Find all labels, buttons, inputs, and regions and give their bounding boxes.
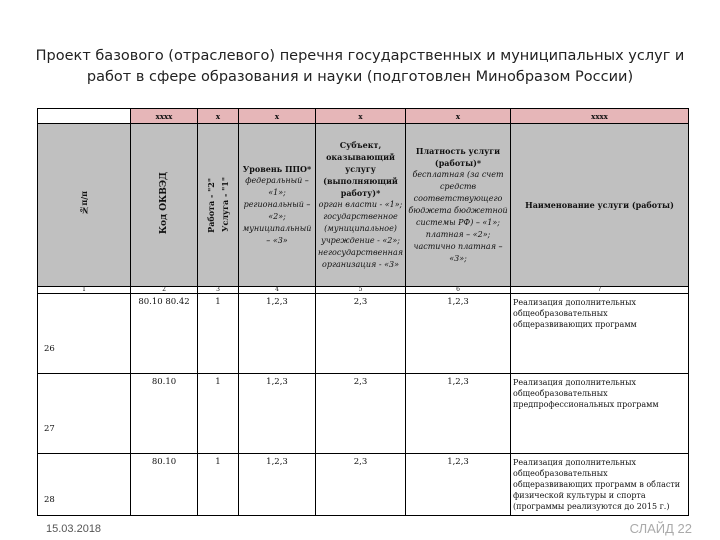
- header-type-service: Услуга - "1": [220, 177, 230, 233]
- name-cell: Реализация дополнительных общеобразовательных предпрофессиональных программ: [511, 374, 689, 454]
- services-table: [37, 108, 689, 516]
- header-paid-options: бесплатная (за счет средств соответствующего бюджета бюджетной системы РФ) – «1»; платная – «2»; частично платная – «3»;: [408, 170, 508, 263]
- header-okved-label: Код ОКВЭД: [159, 171, 169, 235]
- col-number: 3: [198, 287, 239, 294]
- table-row: [38, 294, 689, 374]
- col-number: 1: [38, 287, 131, 294]
- header-okved: [131, 124, 198, 287]
- slide-number: СЛАЙД 22: [629, 521, 692, 536]
- table-row: [38, 454, 689, 516]
- header-level-title: Уровень ППО*: [242, 164, 312, 174]
- type-cell: 1: [198, 294, 239, 374]
- header-subject: [316, 124, 406, 287]
- row-number: 26: [38, 294, 131, 374]
- code-cell: х: [406, 109, 511, 124]
- subject-cell: 2,3: [316, 294, 406, 374]
- row-number: 28: [38, 454, 131, 516]
- paid-cell: 1,2,3: [406, 294, 511, 374]
- code-cell: х: [198, 109, 239, 124]
- header-level: [239, 124, 316, 287]
- level-cell: 1,2,3: [239, 454, 316, 516]
- paid-cell: 1,2,3: [406, 374, 511, 454]
- header-number-label: №п/п: [79, 190, 89, 216]
- col-number: 6: [406, 287, 511, 294]
- header-subject-title: Субъект, оказывающий услугу (выполняющий работу)*: [323, 140, 398, 198]
- header-type-work: Работа - "2": [206, 177, 216, 233]
- type-cell: 1: [198, 454, 239, 516]
- col-number: 5: [316, 287, 406, 294]
- subject-cell: 2,3: [316, 374, 406, 454]
- paid-cell: 1,2,3: [406, 454, 511, 516]
- name-cell: Реализация дополнительных общеобразовательных общеразвивающих программ: [511, 294, 689, 374]
- header-paid: [406, 124, 511, 287]
- header-row: [38, 124, 689, 287]
- name-cell: Реализация дополнительных общеобразовательных общеразвивающих программ в области физической культуры и спорта (программы реализуются до 2015 г.): [511, 454, 689, 516]
- table-row: [38, 374, 689, 454]
- okved-cell: 80.10 80.42: [131, 294, 198, 374]
- code-cell: [38, 109, 131, 124]
- col-number: 7: [511, 287, 689, 294]
- code-cell: хххх: [511, 109, 689, 124]
- level-cell: 1,2,3: [239, 294, 316, 374]
- code-cell: хххх: [131, 109, 198, 124]
- okved-cell: 80.10: [131, 454, 198, 516]
- header-subject-options: орган власти - «1»; государственное (муниципальное) учреждение - «2»; негосударственная организация - «3»: [318, 200, 404, 269]
- header-paid-title: Платность услуги (работы)*: [415, 146, 501, 168]
- footer: [37, 521, 692, 538]
- col-number: 4: [239, 287, 316, 294]
- code-row: [38, 109, 689, 124]
- type-cell: 1: [198, 374, 239, 454]
- row-number: 27: [38, 374, 131, 454]
- footer-date: 15.03.2018: [46, 523, 102, 535]
- level-cell: 1,2,3: [239, 374, 316, 454]
- page-title: Проект базового (отраслевого) перечня государственных и муниципальных услуг и работ в сфере образования и науки (подготовлен Минобразом России): [35, 48, 685, 85]
- header-name: Наименование услуги (работы): [511, 124, 689, 287]
- header-type: [198, 124, 239, 287]
- code-cell: х: [239, 109, 316, 124]
- okved-cell: 80.10: [131, 374, 198, 454]
- code-cell: х: [316, 109, 406, 124]
- header-level-options: федеральный – «1»; региональный – «2»; муниципальный – «3»: [242, 176, 312, 245]
- col-number: 2: [131, 287, 198, 294]
- subject-cell: 2,3: [316, 454, 406, 516]
- header-number: [38, 124, 131, 287]
- column-number-row: [38, 287, 689, 294]
